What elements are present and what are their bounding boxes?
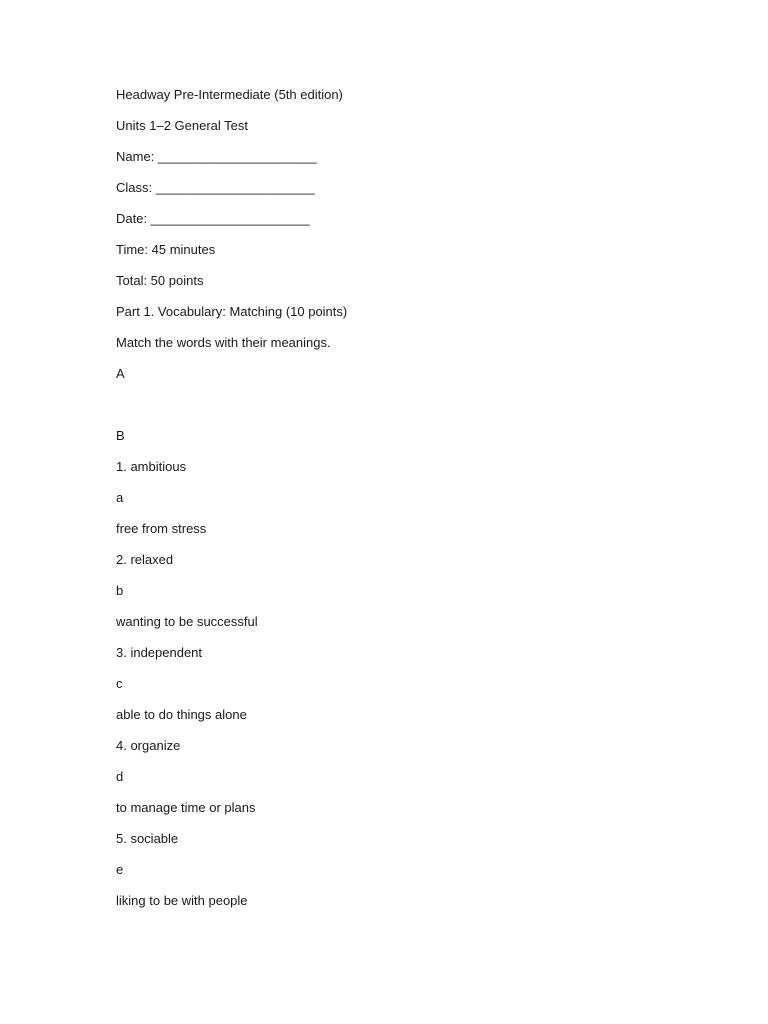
blank-line [116, 396, 676, 427]
time-info: Time: 45 minutes [116, 242, 216, 257]
match-letter: b [116, 583, 124, 598]
match-word: 4. organize [116, 738, 181, 753]
match-meaning: liking to be with people [116, 893, 248, 908]
match-meaning: able to do things alone [116, 707, 247, 722]
class-field: Class: ______________________ [116, 180, 315, 195]
match-letter: c [116, 676, 123, 691]
match-meaning: free from stress [116, 521, 207, 536]
match-meaning: wanting to be successful [116, 614, 258, 629]
part1-heading: Part 1. Vocabulary: Matching (10 points) [116, 304, 348, 319]
match-letter: d [116, 769, 124, 784]
name-field: Name: ______________________ [116, 149, 317, 164]
match-word: 3. independent [116, 645, 203, 660]
match-letter: a [116, 490, 124, 505]
column-b-label: B [116, 428, 125, 443]
part1-instruction: Match the words with their meanings. [116, 335, 331, 350]
match-letter: e [116, 862, 124, 877]
match-meaning: to manage time or plans [116, 800, 256, 815]
date-field: Date: ______________________ [116, 211, 310, 226]
match-word: 1. ambitious [116, 459, 187, 474]
document-page [116, 86, 676, 923]
document-title: Headway Pre-Intermediate (5th edition) [116, 87, 343, 102]
column-a-label: A [116, 366, 125, 381]
match-word: 2. relaxed [116, 552, 174, 567]
total-info: Total: 50 points [116, 273, 204, 288]
test-subtitle: Units 1–2 General Test [116, 118, 248, 133]
match-word: 5. sociable [116, 831, 179, 846]
